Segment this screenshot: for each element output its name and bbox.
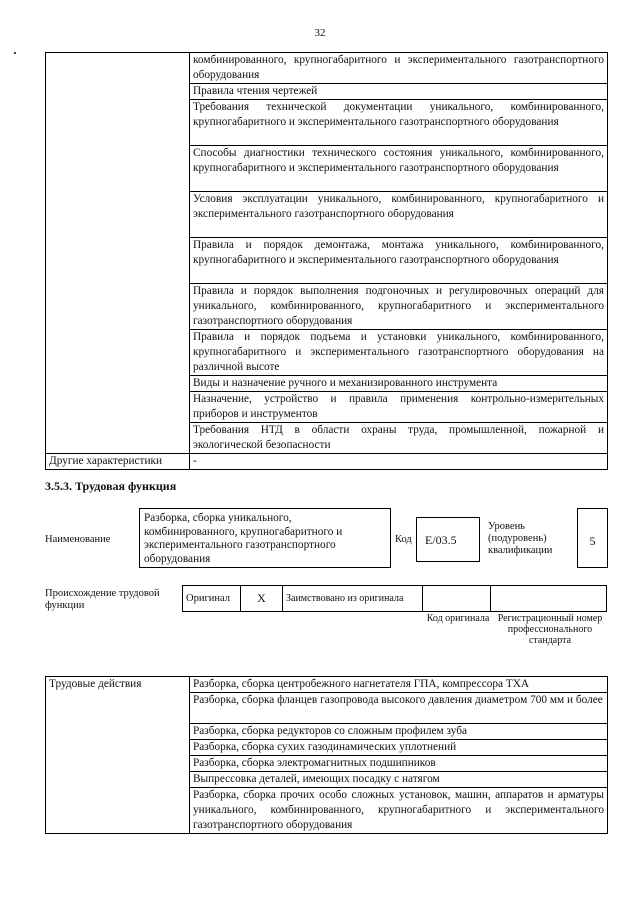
level-label: Уровень (подуровень) квалификации [488,521,553,556]
labor-action-item: Разборка, сборка электромагнитных подшипников [190,756,608,772]
knowledge-table [45,52,608,470]
labor-actions-label: Трудовые действия [46,677,190,834]
labor-action-item: Разборка, сборка редукторов со сложным профилем зуба [190,724,608,740]
labor-action-item: Разборка, сборка прочих особо сложных установок, машин, аппаратов и арматуры уникального, комбинированного, крупногабаритного и экспериментального газотранспортного оборудования [190,788,608,834]
original-label: Оригинал [183,586,241,612]
level-value: 5 [577,508,608,568]
knowledge-row: Правила и порядок выполнения подгоночных и регулировочных операций для уникального, комбинированного, крупногабаритного и экспериментального газотранспортного оборудования [190,284,608,330]
knowledge-row: Способы диагностики технического состояния уникального, комбинированного, крупногабаритного и экспериментального газотранспортного оборудования [190,146,608,192]
origin-table [182,585,607,612]
function-name-value: Разборка, сборка уникального, комбинированного, крупногабаритного и экспериментального газотранспортного оборудования [139,508,391,568]
knowledge-row: Правила и порядок подъема и установки уникального, комбинированного, крупногабаритного и экспериментального газотранспортного оборудования на различной высоте [190,330,608,376]
code-value: E/03.5 [416,517,480,562]
section-title: 3.5.3. Трудовая функция [45,479,177,493]
knowledge-label-cell [46,53,190,454]
other-characteristics-value: - [190,454,608,470]
borrowed-label: Заимствовано из оригинала [283,586,423,612]
labor-actions-table [45,676,608,834]
labor-action-item: Разборка, сборка фланцев газопровода высокого давления диаметром 700 мм и более [190,693,608,724]
code-original-cell [423,586,491,612]
other-characteristics-label: Другие характеристики [46,454,190,470]
knowledge-row: Условия эксплуатации уникального, комбинированного, крупногабаритного и экспериментального газотранспортного оборудования [190,192,608,238]
knowledge-row: Требования технической документации уникального, комбинированного, крупногабаритного и экспериментального газотранспортного оборудования [190,100,608,146]
origin-label: Происхождение трудовой функции [45,588,160,611]
knowledge-row: Назначение, устройство и правила применения контрольно-измерительных приборов и инструментов [190,392,608,423]
knowledge-row: Требования НТД в области охраны труда, промышленной, пожарной и экологической безопасности [190,423,608,454]
knowledge-row: Виды и назначение ручного и механизированного инструмента [190,376,608,392]
labor-action-item: Разборка, сборка центробежного нагнетателя ГПА, компрессора ТХА [190,677,608,693]
name-label: Наименование [45,534,111,545]
code-label: Код [395,534,412,545]
reg-number-cell [491,586,607,612]
page-number: 32 [314,27,326,39]
labor-action-item: Разборка, сборка сухих газодинамических уплотнений [190,740,608,756]
original-mark: X [241,586,283,612]
knowledge-row: Правила и порядок демонтажа, монтажа уникального, комбинированного, крупногабаритного и экспериментального газотранспортного оборудования [190,238,608,284]
code-original-caption: Код оригинала [426,613,490,624]
labor-action-item: Выпрессовка деталей, имеющих посадку с натягом [190,772,608,788]
reg-number-caption: Регистрационный номер профессионального стандарта [497,613,603,646]
knowledge-row: комбинированного, крупногабаритного и экспериментального газотранспортного оборудования [190,53,608,84]
scan-mark [14,52,16,54]
knowledge-row: Правила чтения чертежей [190,84,608,100]
